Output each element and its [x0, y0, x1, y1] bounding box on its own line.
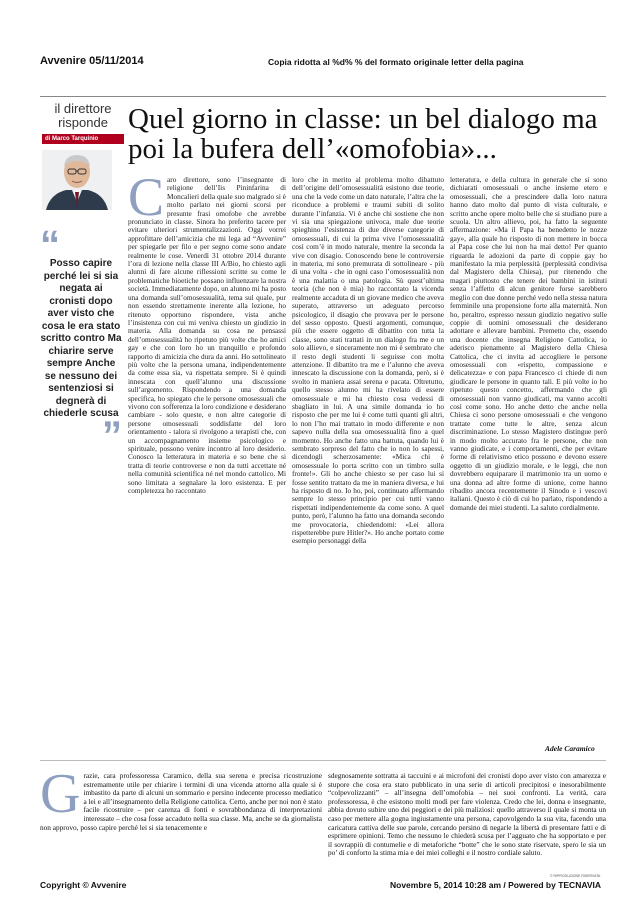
- open-quote-icon: “: [40, 223, 60, 267]
- letter-column-1: [128, 167, 286, 496]
- rubric-line-1: il direttore: [54, 101, 112, 116]
- pull-quote-text: Posso capire perché lei si sia negata ai cronisti dopo aver visto che cosa le era stato scritto contro Ma chiarire serve sempre Anche se nessuno dei sentenziosi si degnerà di chiederle scusa: [40, 258, 122, 419]
- middle-divider: [40, 760, 606, 761]
- pull-quote: [40, 223, 122, 458]
- letter-dropcap: C: [128, 167, 165, 227]
- header-source-date: Avvenire 05/11/2014: [40, 55, 144, 67]
- author-photo: [42, 150, 112, 210]
- reply-column-left: [40, 763, 322, 832]
- close-quote-icon: ”: [102, 413, 122, 458]
- column-rubric: [42, 102, 124, 144]
- letter-column-3: letteratura, e della cultura in generale che si sono dichiarati omosessuali o anche insieme etero e omosessuali, che a prescindere dalla loro natura hanno dato molto dal punto di vista culturale, e scritto anche opere molto belle che si studiano pure a scuola. Un altro allievo, poi, ha fatto la seguente affermazione: «Ma il Papa ha benedetto le nozze gay», alla quale ho risposto di non mettere in bocca al Papa cose che lui non ha mai detto! Per quanto riguarda le adozioni da parte di coppie gay ho manifestato la mia perplessità (perplessità condivisa dal Magistero della Chiesa), pur ritenendo che magari piuttosto che tenere dei bambini in istituti senza l’affetto di alcun genitore forse sarebbero meglio con due donne perché vedo nella stessa natura femminile una propensione forte alla maternità. Non ho, peraltro, espresso nessun giudizio negativo sulle coppie di uomini omosessuali che desiderano adottare e allevare bambini. Premetto che, essendo una docente che insegna Religione Cattolica, io aderisco pienamente al Magistero della Chiesa Cattolica, che ci invita ad accogliere le persone omosessuali con «rispetto, compassione e delicatezza» e con papa Francesco ci chiede di non giudicare le persone in quanto tali. E più volte io ho ripetuto questo concetto, affermando che gli omosessuali non vanno giudicati, ma vanno accolti così come sono. Ho anche detto che anche nella Chiesa ci sono persone omosessuali e che vengono trattate come tutte le altre, senza alcun discriminazione. Lo stesso Magistero distingue però in modo molto accurato fra le persone, che non vanno giudicate, e i comportamenti, che per evitare forme di relativismo etico possono e devono essere oggetto di un giudizio morale, e le leggi, che non dovrebbero equiparare il matrimonio tra un uomo e una donna ad altre forme di unione, come hanno ribadito ancora recentemente il Sinodo e i vescovi italiani. Questo è ciò di cui ho parlato, rispondendo a domande dei miei studenti. La saluto cordialmente.: [450, 175, 607, 512]
- header-copy-note: Copia ridotta al %d% % del formato originale letter della pagina: [268, 57, 524, 67]
- rubric-byline: di Marco Tarquinio: [42, 134, 124, 144]
- reply-column-right: sdegnosamente sottratta ai taccuini e ai microfoni dei cronisti dopo aver visto con amarezza e stupore che cosa era stato pubblicato in una serie di articoli precipitosi e inesorabilmente “colpevolizzanti” – all’insegna dell’omofobia – nei suoi confronti. La verità, cara professoressa, è che esistono molti modi per fare violenza. Credo che lei, donna e insegnante, abbia dovuto subire uno dei peggiori e dei più maliziosi: quello attraverso il quale si monta un caso per mettere alla gogna ingiustamente una persona, capovolgendo la sua vita, facendo una caricatura cattiva delle sue parole, cercando persino di negarle la libertà di presentare fatti e di esprimere opinioni. Temo che nessuno le chiederà scusa per l’agguato che ha sopportato e per il sovrappiù di contumelie e di metaforiche “botte” che le sono state riservate, spero le sia un po’ di conforto la stima mia e dei miei colleghi e il nostro cordiale saluto.: [328, 771, 606, 858]
- article-headline: Quel giorno in classe: un bel dialogo ma poi la bufera dell’«omofobia»...: [128, 103, 598, 165]
- rubric-line-2: risponde: [58, 115, 108, 130]
- reply-dropcap: G: [40, 763, 81, 825]
- top-divider: [40, 96, 606, 97]
- letter-column-1-text: aro direttore, sono l’insegnante di religione dell’Iis Pininfarina di Moncalieri della quale suo malgrado si è molto parlato nei giorni scorsi per presunte frasi omofobe che avrebbe pronunciato in classe. Sinora ho preferito tacere per evitare ulteriori strumentalizzazioni. Oggi vorrei approfittare dell’amicizia che mi lega ad “Avvenire” per spiegarle per filo e per segno come sono andate realmente le cose. Venerdì 31 ottobre 2014 durante l’ora di lezione nella classe III A/Bio, ho chiesto agli alunni di fare alcune riflessioni scritte su come le problematiche bioetiche possano influenzare la nostra società. Immediatamente dopo, un alunno mi ha posto una domanda sull’omosessualità, tema sul quale, pur non essendo strettamente inerente alla lezione, ho ritenuto opportuno rispondere, vista anche l’insistenza con cui mi veniva chiesto un giudizio in materia. Alla domanda su cosa ne pensassi dell’omosessualità ho ripetuto più volte che ho amici gay e che con loro ho un tranquillo e profondo rapporto di amicizia che dura da anni. Ho sottolineato più volte che la persona umana, indipendentemente da come essa sia, va rispettata sempre. Si è quindi innescata con quell’alunno una discussione sull’argomento. Rispondendo a una domanda specifica, ho spiegato che le persone omosessuali che vivono con sofferenza la loro condizione e desiderano cambiare - solo queste, e non altre categorie di persone omosessuali soddisfatte del loro orientamento - talora si rivolgono a terapisti che, con un accompagnamento insieme psicologico e spirituale, possono venire incontro al loro desiderio. Conosco la letteratura in materia e so bene che si tratta di teorie controverse e non da tutti accettate né nella comunità scientifica né nel mondo cattolico. Mi sono limitata a segnalare la loro esistenza. E per completezza ho raccontato: [128, 175, 286, 496]
- letter-column-2: loro che in merito al problema molto dibattuto dell’origine dell’omosessualità esistono due teorie, una che la vede come un dato naturale, l’altra che la riconduce a problemi e traumi subiti di solito durante l’infanzia. Vi è anche chi sostiene che non vi sia una spiegazione univoca, male due teorie spieghino l’esistenza di due diverse categorie di omosessuali, di cui la prima vive l’omosessualità così com’è in modo naturale, mentre la seconda la vive con disagio. Conoscendo bene le controversie in materia, mi sono premurata di sottolineare - più di una volta - che in ogni caso l’omosessualità non è una malattia o una patologia. Sù quest’ultima teoria (che non è mia) ho raccontato la vicenda realmente accaduta di un giovane medico che aveva superato, attraverso un adeguato percorso psicologico, il disagio che provava per le persone del sesso opposto. Questi argomenti, comunque, più che essere oggetto di dibattito con tutta la classe, sono stati trattati in un dialogo fra me e un solo allievo, e sinceramente non mi è sembrato che il resto degli studenti li seguisse con molta attenzione. Il dibattito tra me e l’alunno che aveva innescato la discussione con la domanda, però, si è svolto in maniera assai serena e pacata. Oltretutto, quello stesso alunno mi ha rivelato di essere omosessuale e mi ha chiesto cosa vedessi di sbagliato in lui. A una simile domanda io ho risposto che per me lui è come tutti quanti gli altri, lo non l’ho mai trattato in modo differente e non sapevo nulla della sua omosessualità fino a quel momento. Ho anche fatto una battuta, quando lui è sembrato sorpreso del fatto che io non lo sapessi, dicendogli scherzosamente: «Mica chi è omosessuale lo porta scritto con un timbro sulla fronte!». Gli ho anche chiesto se per caso lui si fosse sentito trattato da me in maniera diversa, e lui ha risposto di no. Io ho, poi, continuato affermando sempre lo stesso principio per cui tutti vanno rispettati indipendentemente da come sono. A quel punto, però, l’alunno ha fatto una domanda secondo me provocatoria, chiedendomi: «Lei allora rispetterebbe pure Hitler?». Ho anche portato come esempio personaggi della: [292, 175, 444, 546]
- reply-left-text: razie, cara professoressa Caramico, della sua serena e precisa ricostruzione estremamente utile per chiarire i termini di una vicenda attorno alla quale si è imbastito da parte di alcuni un sommario e persino indecente processo mediatico a lei e all’insegnamento della Religione cattolica. Certo, anche per noi non è stato facile ricostruire – per carenza di fonti e sovrabbondanza di interpretazioni interessate – che cosa fosse accaduto nella sua classe. Ma, anche se da giornalista non approvo, posso capire perché lei si sia tenacemente e: [40, 771, 322, 832]
- footer-date-powered: Novembre 5, 2014 10:28 am / Powered by TECNAVIA: [390, 880, 602, 890]
- footer-copyright: Copyright © Avvenire: [40, 880, 127, 890]
- rights-notice: © RIPRODUZIONE RISERVATA: [550, 874, 601, 878]
- letter-signature: Adele Caramico: [545, 744, 595, 753]
